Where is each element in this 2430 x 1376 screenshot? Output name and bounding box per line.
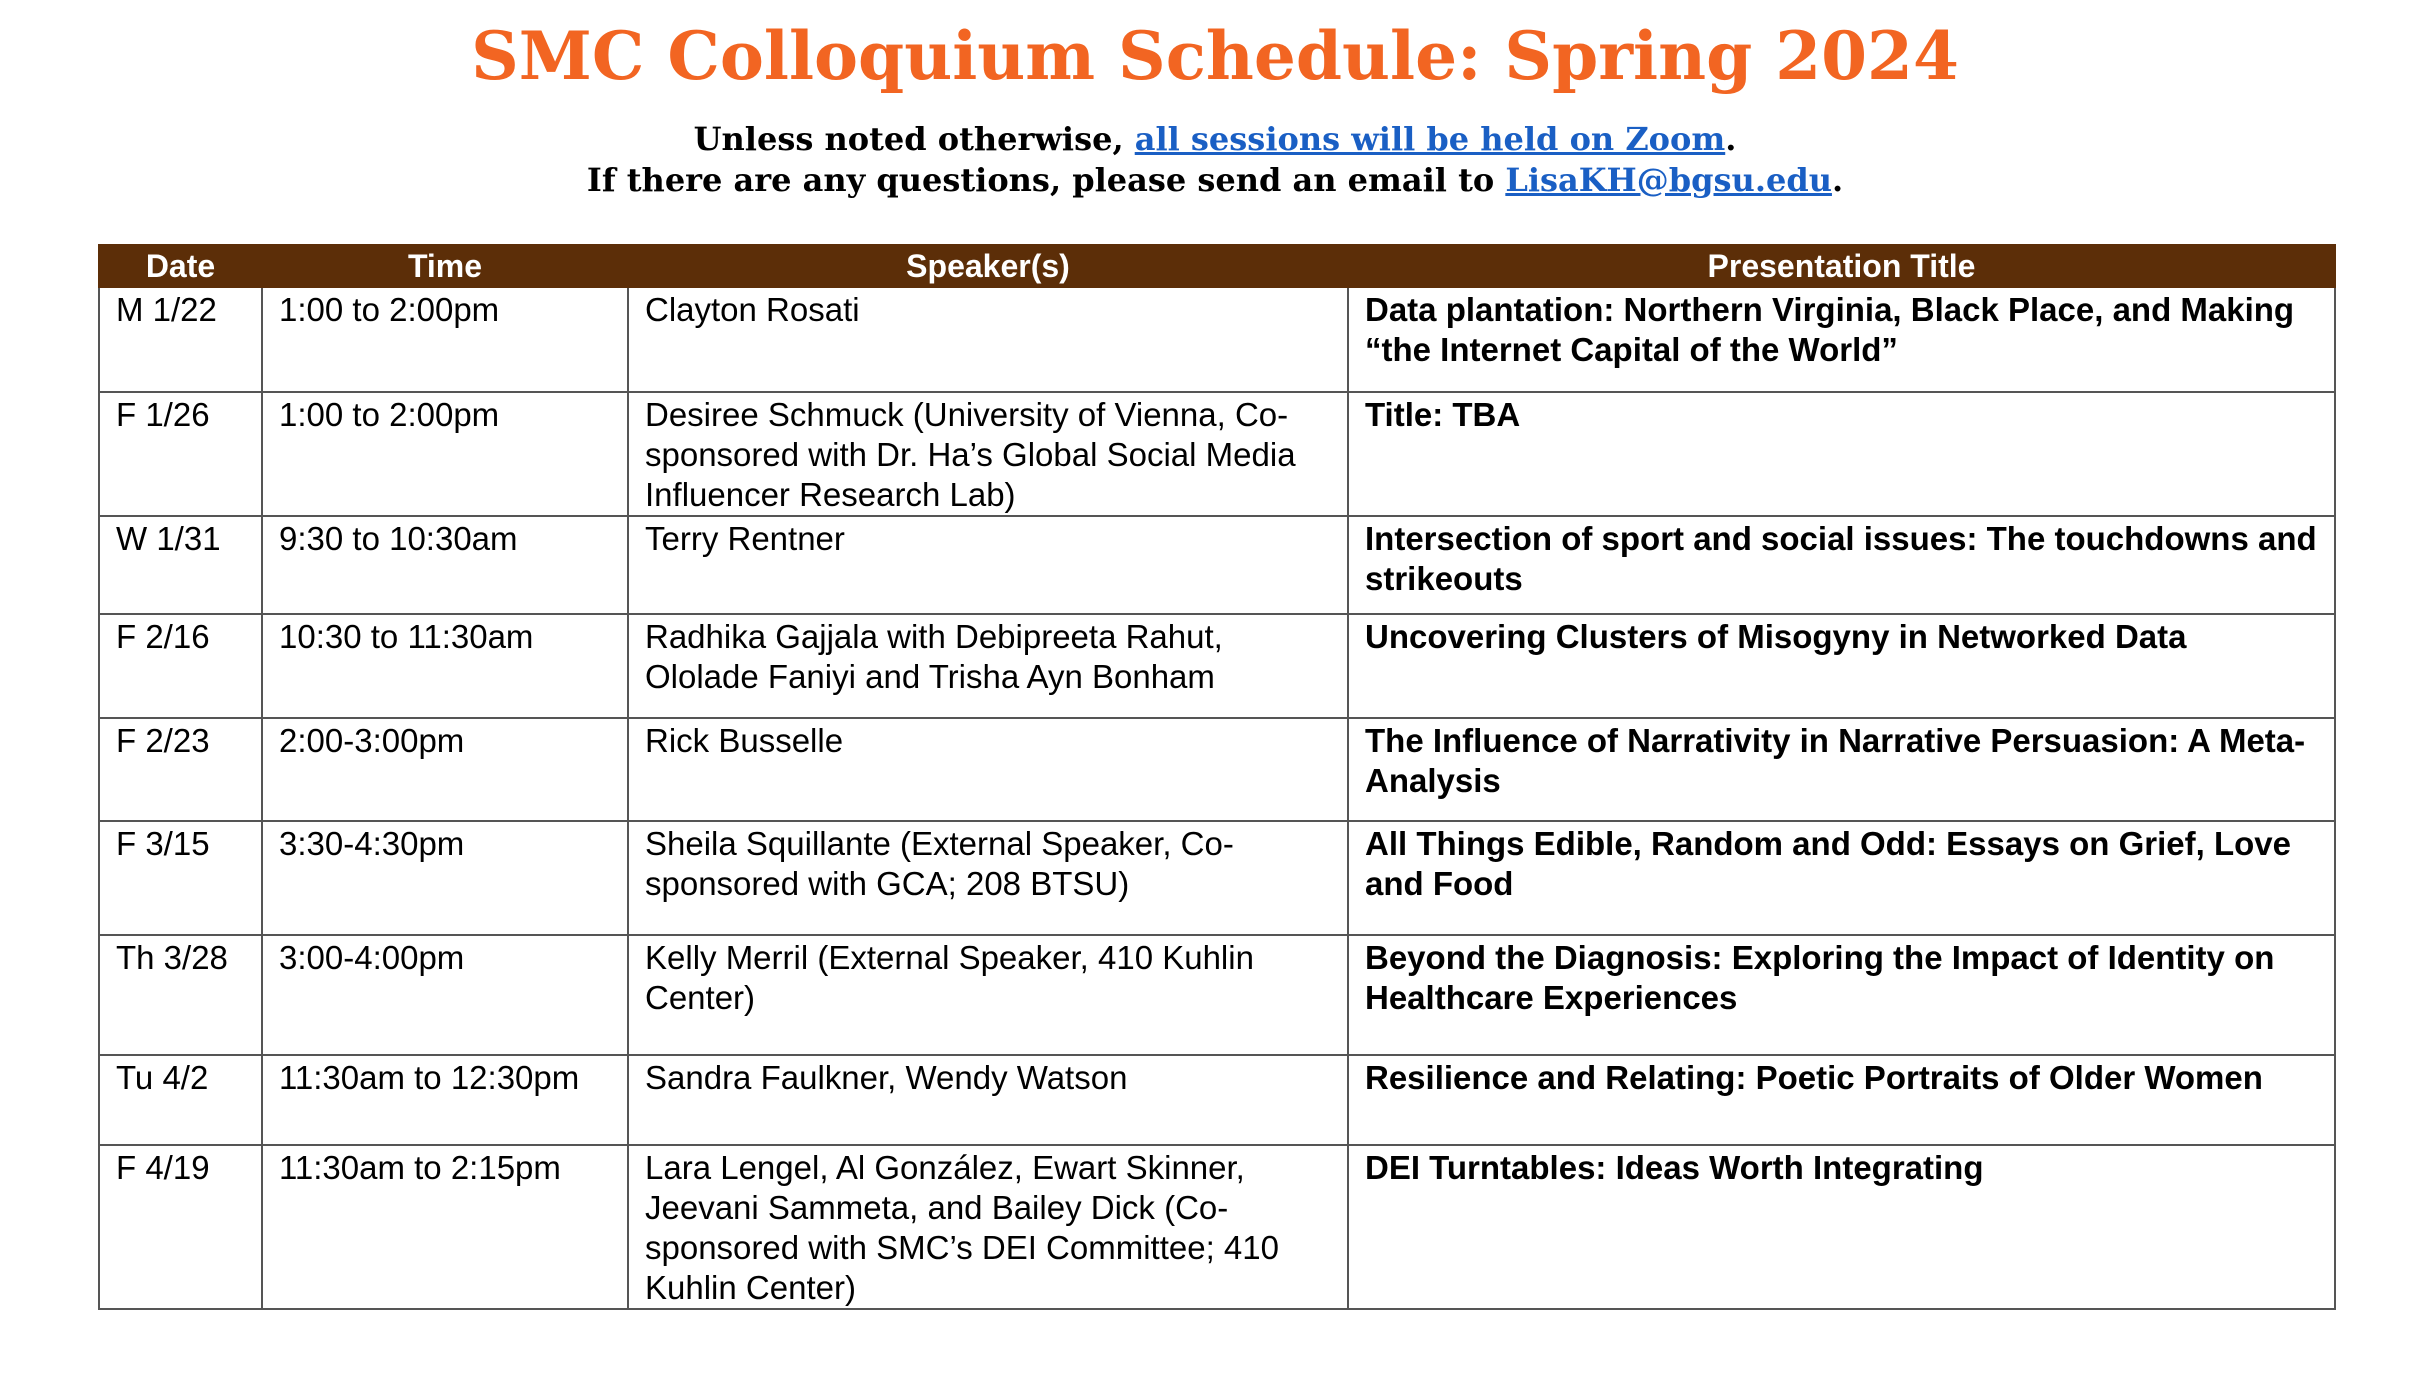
cell-presentation-title: Title: TBA <box>1348 392 2335 516</box>
cell-speaker: Radhika Gajjala with Debipreeta Rahut, Ololade Faniyi and Trisha Ayn Bonham <box>628 614 1348 718</box>
cell-time: 10:30 to 11:30am <box>262 614 628 718</box>
cell-date: F 3/15 <box>99 821 262 935</box>
cell-presentation-title: Beyond the Diagnosis: Exploring the Impact of Identity on Healthcare Experiences <box>1348 935 2335 1055</box>
contact-email-link[interactable]: LisaKH@bgsu.edu <box>1505 161 1832 199</box>
cell-speaker: Clayton Rosati <box>628 287 1348 392</box>
cell-speaker: Kelly Merril (External Speaker, 410 Kuhlin Center) <box>628 935 1348 1055</box>
cell-time: 11:30am to 2:15pm <box>262 1145 628 1309</box>
table-header-row <box>99 245 2335 287</box>
cell-speaker: Sandra Faulkner, Wendy Watson <box>628 1055 1348 1145</box>
cell-speaker: Terry Rentner <box>628 516 1348 614</box>
cell-speaker: Lara Lengel, Al González, Ewart Skinner, Jeevani Sammeta, and Bailey Dick (Co-sponsored with SMC’s DEI Committee; 410 Kuhlin Center) <box>628 1145 1348 1309</box>
cell-date: F 4/19 <box>99 1145 262 1309</box>
cell-date: F 2/16 <box>99 614 262 718</box>
zoom-notice <box>0 120 2430 158</box>
cell-date: W 1/31 <box>99 516 262 614</box>
schedule-table <box>98 244 2336 1310</box>
column-header-date: Date <box>99 245 262 287</box>
cell-speaker: Desiree Schmuck (University of Vienna, Co-sponsored with Dr. Ha’s Global Social Media Influencer Research Lab) <box>628 392 1348 516</box>
column-header-time: Time <box>262 245 628 287</box>
contact-notice-prefix: If there are any questions, please send an email to <box>586 161 1506 199</box>
cell-speaker: Sheila Squillante (External Speaker, Co-sponsored with GCA; 208 BTSU) <box>628 821 1348 935</box>
cell-time: 1:00 to 2:00pm <box>262 392 628 516</box>
table-row <box>99 287 2335 392</box>
cell-presentation-title: Uncovering Clusters of Misogyny in Networked Data <box>1348 614 2335 718</box>
cell-time: 3:30-4:30pm <box>262 821 628 935</box>
cell-date: F 2/23 <box>99 718 262 821</box>
table-row <box>99 935 2335 1055</box>
contact-notice <box>0 161 2430 199</box>
cell-time: 1:00 to 2:00pm <box>262 287 628 392</box>
cell-date: Tu 4/2 <box>99 1055 262 1145</box>
cell-date: M 1/22 <box>99 287 262 392</box>
table-row <box>99 392 2335 516</box>
cell-time: 2:00-3:00pm <box>262 718 628 821</box>
table-row <box>99 718 2335 821</box>
cell-presentation-title: The Influence of Narrativity in Narrative Persuasion: A Meta-Analysis <box>1348 718 2335 821</box>
zoom-notice-prefix: Unless noted otherwise, <box>693 120 1135 158</box>
table-row <box>99 1055 2335 1145</box>
page-title: SMC Colloquium Schedule: Spring 2024 <box>471 17 1959 95</box>
cell-speaker: Rick Busselle <box>628 718 1348 821</box>
cell-presentation-title: Intersection of sport and social issues: The touchdowns and strikeouts <box>1348 516 2335 614</box>
cell-date: F 1/26 <box>99 392 262 516</box>
zoom-notice-suffix: . <box>1725 120 1737 158</box>
cell-time: 3:00-4:00pm <box>262 935 628 1055</box>
table-row <box>99 614 2335 718</box>
cell-presentation-title: Resilience and Relating: Poetic Portraits of Older Women <box>1348 1055 2335 1145</box>
contact-notice-suffix: . <box>1831 161 1844 199</box>
cell-presentation-title: All Things Edible, Random and Odd: Essays on Grief, Love and Food <box>1348 821 2335 935</box>
table-row <box>99 1145 2335 1309</box>
table-row <box>99 821 2335 935</box>
zoom-sessions-link[interactable]: all sessions will be held on Zoom <box>1134 120 1726 158</box>
cell-presentation-title: DEI Turntables: Ideas Worth Integrating <box>1348 1145 2335 1309</box>
cell-time: 9:30 to 10:30am <box>262 516 628 614</box>
cell-time: 11:30am to 12:30pm <box>262 1055 628 1145</box>
column-header-speakers: Speaker(s) <box>628 245 1348 287</box>
column-header-presentation-title: Presentation Title <box>1348 245 2335 287</box>
table-row <box>99 516 2335 614</box>
cell-date: Th 3/28 <box>99 935 262 1055</box>
cell-presentation-title: Data plantation: Northern Virginia, Black Place, and Making “the Internet Capital of the World” <box>1348 287 2335 392</box>
